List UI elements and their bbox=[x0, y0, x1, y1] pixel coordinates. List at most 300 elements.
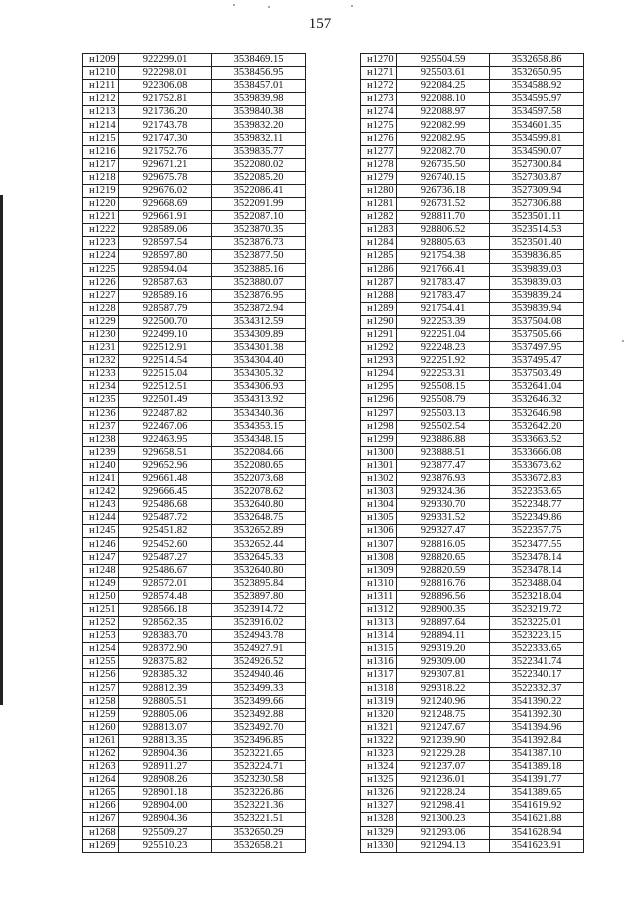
y-coordinate-cell: 3523488.04 bbox=[490, 577, 584, 590]
y-coordinate-cell: 3523897.80 bbox=[212, 590, 306, 603]
point-id-cell: н1329 bbox=[361, 826, 397, 839]
x-coordinate-cell: 928566.18 bbox=[119, 603, 212, 616]
point-id-cell: н1286 bbox=[361, 263, 397, 276]
point-id-cell: н1303 bbox=[361, 486, 397, 499]
y-coordinate-cell: 3541389.65 bbox=[490, 787, 584, 800]
x-coordinate-cell: 928908.26 bbox=[119, 774, 212, 787]
y-coordinate-cell: 3527306.88 bbox=[490, 198, 584, 211]
x-coordinate-cell: 928904.36 bbox=[119, 747, 212, 760]
y-coordinate-cell: 3522073.68 bbox=[212, 473, 306, 486]
table-row bbox=[361, 695, 584, 708]
table-row bbox=[361, 761, 584, 774]
y-coordinate-cell: 3532646.98 bbox=[490, 407, 584, 420]
y-coordinate-cell: 3534599.81 bbox=[490, 132, 584, 145]
x-coordinate-cell: 925452.60 bbox=[119, 538, 212, 551]
table-row bbox=[83, 420, 306, 433]
y-coordinate-cell: 3532642.20 bbox=[490, 420, 584, 433]
table-row bbox=[83, 433, 306, 446]
table-row bbox=[361, 643, 584, 656]
table-row bbox=[361, 787, 584, 800]
y-coordinate-cell: 3524926.52 bbox=[212, 656, 306, 669]
x-coordinate-cell: 921236.01 bbox=[397, 774, 490, 787]
x-coordinate-cell: 928587.79 bbox=[119, 302, 212, 315]
table-row bbox=[361, 106, 584, 119]
y-coordinate-cell: 3523914.72 bbox=[212, 603, 306, 616]
table-row bbox=[83, 211, 306, 224]
x-coordinate-cell: 921228.24 bbox=[397, 787, 490, 800]
y-coordinate-cell: 3534601.35 bbox=[490, 119, 584, 132]
table-row bbox=[361, 617, 584, 630]
y-coordinate-cell: 3534595.97 bbox=[490, 93, 584, 106]
x-coordinate-cell: 925503.61 bbox=[397, 67, 490, 80]
x-coordinate-cell: 921294.13 bbox=[397, 839, 490, 852]
x-coordinate-cell: 925504.59 bbox=[397, 54, 490, 67]
point-id-cell: н1237 bbox=[83, 420, 119, 433]
y-coordinate-cell: 3523225.01 bbox=[490, 617, 584, 630]
point-id-cell: н1245 bbox=[83, 525, 119, 538]
y-coordinate-cell: 3541619.92 bbox=[490, 800, 584, 813]
x-coordinate-cell: 928904.36 bbox=[119, 813, 212, 826]
table-row bbox=[83, 302, 306, 315]
point-id-cell: н1287 bbox=[361, 276, 397, 289]
point-id-cell: н1247 bbox=[83, 551, 119, 564]
point-id-cell: н1301 bbox=[361, 459, 397, 472]
table-row bbox=[361, 211, 584, 224]
x-coordinate-cell: 922487.82 bbox=[119, 407, 212, 420]
y-coordinate-cell: 3523492.88 bbox=[212, 708, 306, 721]
table-row bbox=[83, 669, 306, 682]
point-id-cell: н1304 bbox=[361, 499, 397, 512]
y-coordinate-cell: 3522086.41 bbox=[212, 184, 306, 197]
y-coordinate-cell: 3541623.91 bbox=[490, 839, 584, 852]
x-coordinate-cell: 925487.27 bbox=[119, 551, 212, 564]
x-coordinate-cell: 921237.07 bbox=[397, 761, 490, 774]
x-coordinate-cell: 921743.78 bbox=[119, 119, 212, 132]
point-id-cell: н1318 bbox=[361, 682, 397, 695]
table-row bbox=[83, 708, 306, 721]
y-coordinate-cell: 3522332.37 bbox=[490, 682, 584, 695]
y-coordinate-cell: 3522348.77 bbox=[490, 499, 584, 512]
point-id-cell: н1221 bbox=[83, 211, 119, 224]
point-id-cell: н1268 bbox=[83, 826, 119, 839]
x-coordinate-cell: 928805.06 bbox=[119, 708, 212, 721]
point-id-cell: н1314 bbox=[361, 630, 397, 643]
y-coordinate-cell: 3522080.02 bbox=[212, 158, 306, 171]
y-coordinate-cell: 3523496.85 bbox=[212, 734, 306, 747]
table-row bbox=[361, 381, 584, 394]
table-row bbox=[83, 446, 306, 459]
x-coordinate-cell: 928562.35 bbox=[119, 617, 212, 630]
table-row bbox=[361, 80, 584, 93]
point-id-cell: н1262 bbox=[83, 747, 119, 760]
point-id-cell: н1326 bbox=[361, 787, 397, 800]
y-coordinate-cell: 3522085.20 bbox=[212, 171, 306, 184]
point-id-cell: н1267 bbox=[83, 813, 119, 826]
y-coordinate-cell: 3541387.10 bbox=[490, 747, 584, 760]
table-row bbox=[361, 407, 584, 420]
table-row bbox=[83, 119, 306, 132]
point-id-cell: н1255 bbox=[83, 656, 119, 669]
point-id-cell: н1217 bbox=[83, 158, 119, 171]
x-coordinate-cell: 922248.23 bbox=[397, 342, 490, 355]
y-coordinate-cell: 3523501.11 bbox=[490, 211, 584, 224]
x-coordinate-cell: 921754.41 bbox=[397, 302, 490, 315]
table-row bbox=[83, 512, 306, 525]
x-coordinate-cell: 922512.91 bbox=[119, 342, 212, 355]
point-id-cell: н1291 bbox=[361, 328, 397, 341]
point-id-cell: н1317 bbox=[361, 669, 397, 682]
y-coordinate-cell: 3522084.66 bbox=[212, 446, 306, 459]
table-row bbox=[361, 499, 584, 512]
y-coordinate-cell: 3539832.11 bbox=[212, 132, 306, 145]
x-coordinate-cell: 929658.51 bbox=[119, 446, 212, 459]
x-coordinate-cell: 922500.70 bbox=[119, 315, 212, 328]
x-coordinate-cell: 928805.63 bbox=[397, 237, 490, 250]
table-row bbox=[361, 328, 584, 341]
table-row bbox=[361, 132, 584, 145]
point-id-cell: н1252 bbox=[83, 617, 119, 630]
table-row bbox=[361, 774, 584, 787]
x-coordinate-cell: 921229.28 bbox=[397, 747, 490, 760]
table-row bbox=[83, 721, 306, 734]
point-id-cell: н1320 bbox=[361, 708, 397, 721]
x-coordinate-cell: 921766.41 bbox=[397, 263, 490, 276]
point-id-cell: н1309 bbox=[361, 564, 397, 577]
table-row bbox=[361, 525, 584, 538]
y-coordinate-cell: 3523895.84 bbox=[212, 577, 306, 590]
point-id-cell: н1210 bbox=[83, 67, 119, 80]
x-coordinate-cell: 928820.59 bbox=[397, 564, 490, 577]
y-coordinate-cell: 3523219.72 bbox=[490, 603, 584, 616]
point-id-cell: н1285 bbox=[361, 250, 397, 263]
y-coordinate-cell: 3537504.08 bbox=[490, 315, 584, 328]
table-row bbox=[83, 289, 306, 302]
x-coordinate-cell: 928375.82 bbox=[119, 656, 212, 669]
point-id-cell: н1302 bbox=[361, 473, 397, 486]
y-coordinate-cell: 3534348.15 bbox=[212, 433, 306, 446]
x-coordinate-cell: 928816.76 bbox=[397, 577, 490, 590]
x-coordinate-cell: 923876.93 bbox=[397, 473, 490, 486]
x-coordinate-cell: 928897.64 bbox=[397, 617, 490, 630]
x-coordinate-cell: 925486.67 bbox=[119, 564, 212, 577]
point-id-cell: н1278 bbox=[361, 158, 397, 171]
x-coordinate-cell: 928816.05 bbox=[397, 538, 490, 551]
y-coordinate-cell: 3523872.94 bbox=[212, 302, 306, 315]
y-coordinate-cell: 3522353.65 bbox=[490, 486, 584, 499]
point-id-cell: н1315 bbox=[361, 643, 397, 656]
table-row bbox=[361, 119, 584, 132]
y-coordinate-cell: 3532652.89 bbox=[212, 525, 306, 538]
point-id-cell: н1274 bbox=[361, 106, 397, 119]
table-row bbox=[83, 486, 306, 499]
y-coordinate-cell: 3524940.46 bbox=[212, 669, 306, 682]
table-row bbox=[83, 617, 306, 630]
x-coordinate-cell: 923886.88 bbox=[397, 433, 490, 446]
table-row bbox=[83, 774, 306, 787]
point-id-cell: н1299 bbox=[361, 433, 397, 446]
x-coordinate-cell: 929666.45 bbox=[119, 486, 212, 499]
table-row bbox=[83, 525, 306, 538]
y-coordinate-cell: 3524943.78 bbox=[212, 630, 306, 643]
x-coordinate-cell: 928894.11 bbox=[397, 630, 490, 643]
y-coordinate-cell: 3523223.15 bbox=[490, 630, 584, 643]
x-coordinate-cell: 928911.27 bbox=[119, 761, 212, 774]
point-id-cell: н1325 bbox=[361, 774, 397, 787]
table-row bbox=[361, 538, 584, 551]
table-row bbox=[83, 473, 306, 486]
table-row bbox=[83, 184, 306, 197]
point-id-cell: н1270 bbox=[361, 54, 397, 67]
x-coordinate-cell: 926735.50 bbox=[397, 158, 490, 171]
point-id-cell: н1242 bbox=[83, 486, 119, 499]
point-id-cell: н1251 bbox=[83, 603, 119, 616]
table-row bbox=[83, 603, 306, 616]
point-id-cell: н1319 bbox=[361, 695, 397, 708]
x-coordinate-cell: 929318.22 bbox=[397, 682, 490, 695]
table-row bbox=[361, 826, 584, 839]
table-row bbox=[361, 171, 584, 184]
point-id-cell: н1263 bbox=[83, 761, 119, 774]
table-row bbox=[83, 381, 306, 394]
y-coordinate-cell: 3532648.75 bbox=[212, 512, 306, 525]
point-id-cell: н1259 bbox=[83, 708, 119, 721]
x-coordinate-cell: 925451.82 bbox=[119, 525, 212, 538]
table-row bbox=[361, 224, 584, 237]
point-id-cell: н1280 bbox=[361, 184, 397, 197]
y-coordinate-cell: 3539840.38 bbox=[212, 106, 306, 119]
y-coordinate-cell: 3527309.94 bbox=[490, 184, 584, 197]
point-id-cell: н1324 bbox=[361, 761, 397, 774]
y-coordinate-cell: 3523916.02 bbox=[212, 617, 306, 630]
point-id-cell: н1293 bbox=[361, 355, 397, 368]
y-coordinate-cell: 3532646.32 bbox=[490, 394, 584, 407]
table-row bbox=[83, 145, 306, 158]
x-coordinate-cell: 922251.04 bbox=[397, 328, 490, 341]
table-row bbox=[83, 643, 306, 656]
y-coordinate-cell: 3532658.21 bbox=[212, 839, 306, 852]
y-coordinate-cell: 3527300.84 bbox=[490, 158, 584, 171]
y-coordinate-cell: 3539836.85 bbox=[490, 250, 584, 263]
y-coordinate-cell: 3522333.65 bbox=[490, 643, 584, 656]
point-id-cell: н1241 bbox=[83, 473, 119, 486]
point-id-cell: н1283 bbox=[361, 224, 397, 237]
table-row bbox=[83, 630, 306, 643]
table-row bbox=[83, 538, 306, 551]
y-coordinate-cell: 3534313.92 bbox=[212, 394, 306, 407]
x-coordinate-cell: 921300.23 bbox=[397, 813, 490, 826]
table-row bbox=[361, 682, 584, 695]
y-coordinate-cell: 3523876.95 bbox=[212, 289, 306, 302]
point-id-cell: н1249 bbox=[83, 577, 119, 590]
y-coordinate-cell: 3533672.83 bbox=[490, 473, 584, 486]
y-coordinate-cell: 3522078.62 bbox=[212, 486, 306, 499]
point-id-cell: н1312 bbox=[361, 603, 397, 616]
x-coordinate-cell: 922298.01 bbox=[119, 67, 212, 80]
y-coordinate-cell: 3532652.44 bbox=[212, 538, 306, 551]
table-row bbox=[83, 747, 306, 760]
point-id-cell: н1235 bbox=[83, 394, 119, 407]
x-coordinate-cell: 929652.96 bbox=[119, 459, 212, 472]
x-coordinate-cell: 921247.67 bbox=[397, 721, 490, 734]
x-coordinate-cell: 921298.41 bbox=[397, 800, 490, 813]
point-id-cell: н1264 bbox=[83, 774, 119, 787]
y-coordinate-cell: 3522340.17 bbox=[490, 669, 584, 682]
y-coordinate-cell: 3523501.40 bbox=[490, 237, 584, 250]
point-id-cell: н1233 bbox=[83, 368, 119, 381]
table-row bbox=[361, 93, 584, 106]
x-coordinate-cell: 928372.90 bbox=[119, 643, 212, 656]
point-id-cell: н1239 bbox=[83, 446, 119, 459]
x-coordinate-cell: 929661.91 bbox=[119, 211, 212, 224]
x-coordinate-cell: 923877.47 bbox=[397, 459, 490, 472]
table-row bbox=[83, 276, 306, 289]
x-coordinate-cell: 922082.70 bbox=[397, 145, 490, 158]
table-row bbox=[83, 263, 306, 276]
table-row bbox=[361, 237, 584, 250]
point-id-cell: н1266 bbox=[83, 800, 119, 813]
point-id-cell: н1273 bbox=[361, 93, 397, 106]
point-id-cell: н1250 bbox=[83, 590, 119, 603]
x-coordinate-cell: 925502.54 bbox=[397, 420, 490, 433]
x-coordinate-cell: 922251.92 bbox=[397, 355, 490, 368]
y-coordinate-cell: 3523514.53 bbox=[490, 224, 584, 237]
table-row bbox=[83, 459, 306, 472]
y-coordinate-cell: 3541390.22 bbox=[490, 695, 584, 708]
y-coordinate-cell: 3523499.33 bbox=[212, 682, 306, 695]
point-id-cell: н1265 bbox=[83, 787, 119, 800]
y-coordinate-cell: 3522091.99 bbox=[212, 198, 306, 211]
x-coordinate-cell: 928574.48 bbox=[119, 590, 212, 603]
y-coordinate-cell: 3534590.07 bbox=[490, 145, 584, 158]
point-id-cell: н1271 bbox=[361, 67, 397, 80]
x-coordinate-cell: 928805.51 bbox=[119, 695, 212, 708]
y-coordinate-cell: 3532650.95 bbox=[490, 67, 584, 80]
y-coordinate-cell: 3523478.14 bbox=[490, 564, 584, 577]
table-row bbox=[83, 499, 306, 512]
x-coordinate-cell: 921736.20 bbox=[119, 106, 212, 119]
table-row bbox=[83, 355, 306, 368]
table-row bbox=[361, 446, 584, 459]
scan-speck bbox=[622, 340, 624, 342]
table-row bbox=[361, 590, 584, 603]
x-coordinate-cell: 929661.48 bbox=[119, 473, 212, 486]
point-id-cell: н1279 bbox=[361, 171, 397, 184]
point-id-cell: н1246 bbox=[83, 538, 119, 551]
point-id-cell: н1322 bbox=[361, 734, 397, 747]
x-coordinate-cell: 925508.79 bbox=[397, 394, 490, 407]
point-id-cell: н1225 bbox=[83, 263, 119, 276]
x-coordinate-cell: 928900.35 bbox=[397, 603, 490, 616]
y-coordinate-cell: 3532640.80 bbox=[212, 499, 306, 512]
y-coordinate-cell: 3523221.51 bbox=[212, 813, 306, 826]
y-coordinate-cell: 3533663.52 bbox=[490, 433, 584, 446]
table-row bbox=[361, 721, 584, 734]
point-id-cell: н1257 bbox=[83, 682, 119, 695]
point-id-cell: н1307 bbox=[361, 538, 397, 551]
y-coordinate-cell: 3539839.94 bbox=[490, 302, 584, 315]
table-row bbox=[361, 551, 584, 564]
x-coordinate-cell: 921752.81 bbox=[119, 93, 212, 106]
coordinates-table-left bbox=[82, 53, 306, 853]
y-coordinate-cell: 3523877.50 bbox=[212, 250, 306, 263]
table-row bbox=[361, 250, 584, 263]
x-coordinate-cell: 926740.15 bbox=[397, 171, 490, 184]
table-row bbox=[83, 839, 306, 852]
table-row bbox=[361, 289, 584, 302]
x-coordinate-cell: 929324.36 bbox=[397, 486, 490, 499]
point-id-cell: н1219 bbox=[83, 184, 119, 197]
point-id-cell: н1256 bbox=[83, 669, 119, 682]
point-id-cell: н1276 bbox=[361, 132, 397, 145]
table-row bbox=[361, 813, 584, 826]
table-row bbox=[83, 800, 306, 813]
table-row bbox=[83, 761, 306, 774]
point-id-cell: н1227 bbox=[83, 289, 119, 302]
x-coordinate-cell: 929309.00 bbox=[397, 656, 490, 669]
point-id-cell: н1330 bbox=[361, 839, 397, 852]
point-id-cell: н1253 bbox=[83, 630, 119, 643]
point-id-cell: н1277 bbox=[361, 145, 397, 158]
table-row bbox=[361, 433, 584, 446]
point-id-cell: н1224 bbox=[83, 250, 119, 263]
y-coordinate-cell: 3538457.01 bbox=[212, 80, 306, 93]
table-row bbox=[361, 394, 584, 407]
x-coordinate-cell: 925503.13 bbox=[397, 407, 490, 420]
y-coordinate-cell: 3539839.03 bbox=[490, 276, 584, 289]
y-coordinate-cell: 3523478.14 bbox=[490, 551, 584, 564]
y-coordinate-cell: 3541389.18 bbox=[490, 761, 584, 774]
x-coordinate-cell: 928589.06 bbox=[119, 224, 212, 237]
y-coordinate-cell: 3523221.65 bbox=[212, 747, 306, 760]
x-coordinate-cell: 928811.70 bbox=[397, 211, 490, 224]
y-coordinate-cell: 3541394.96 bbox=[490, 721, 584, 734]
table-row bbox=[83, 67, 306, 80]
table-row bbox=[83, 564, 306, 577]
y-coordinate-cell: 3534312.59 bbox=[212, 315, 306, 328]
y-coordinate-cell: 3523226.86 bbox=[212, 787, 306, 800]
point-id-cell: н1321 bbox=[361, 721, 397, 734]
table-row bbox=[361, 486, 584, 499]
y-coordinate-cell: 3523224.71 bbox=[212, 761, 306, 774]
x-coordinate-cell: 925487.72 bbox=[119, 512, 212, 525]
y-coordinate-cell: 3523218.04 bbox=[490, 590, 584, 603]
point-id-cell: н1218 bbox=[83, 171, 119, 184]
y-coordinate-cell: 3532645.33 bbox=[212, 551, 306, 564]
y-coordinate-cell: 3537495.47 bbox=[490, 355, 584, 368]
y-coordinate-cell: 3532650.29 bbox=[212, 826, 306, 839]
point-id-cell: н1213 bbox=[83, 106, 119, 119]
point-id-cell: н1292 bbox=[361, 342, 397, 355]
x-coordinate-cell: 929319.20 bbox=[397, 643, 490, 656]
x-coordinate-cell: 921248.75 bbox=[397, 708, 490, 721]
x-coordinate-cell: 926736.18 bbox=[397, 184, 490, 197]
y-coordinate-cell: 3538469.15 bbox=[212, 54, 306, 67]
y-coordinate-cell: 3527303.87 bbox=[490, 171, 584, 184]
table-row bbox=[83, 315, 306, 328]
table-row bbox=[83, 656, 306, 669]
y-coordinate-cell: 3523885.16 bbox=[212, 263, 306, 276]
table-row bbox=[83, 342, 306, 355]
x-coordinate-cell: 922088.97 bbox=[397, 106, 490, 119]
x-coordinate-cell: 922082.99 bbox=[397, 119, 490, 132]
y-coordinate-cell: 3534353.15 bbox=[212, 420, 306, 433]
point-id-cell: н1311 bbox=[361, 590, 397, 603]
y-coordinate-cell: 3522357.75 bbox=[490, 525, 584, 538]
point-id-cell: н1260 bbox=[83, 721, 119, 734]
point-id-cell: н1272 bbox=[361, 80, 397, 93]
y-coordinate-cell: 3537497.95 bbox=[490, 342, 584, 355]
table-row bbox=[361, 184, 584, 197]
